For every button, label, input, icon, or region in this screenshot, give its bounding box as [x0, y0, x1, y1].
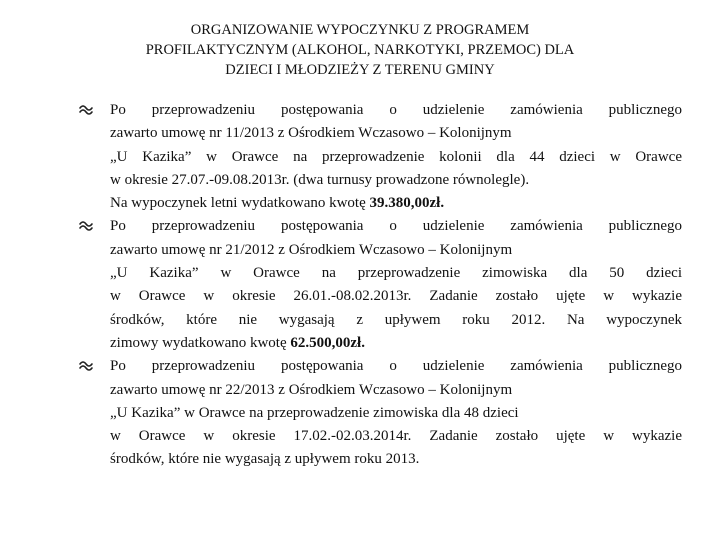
bullet-text-line: Po przeprowadzeniu postępowania o udzielenie zamówienia publicznego: [110, 358, 682, 375]
bullet-text-line: „U Kazika” w Orawce na przeprowadzenie zimowiska dla 50 dzieci: [110, 265, 682, 282]
bullet-text-line: środków, które nie wygasają z upływem roku 2012. Na wypoczynek: [110, 311, 682, 328]
title-line: PROFILAKTYCZNYM (ALKOHOL, NARKOTYKI, PRZEMOC) DLA: [145, 42, 575, 58]
wavy-bullet-icon: [78, 102, 94, 118]
bullet-item: [78, 99, 682, 215]
bullet-item: [78, 355, 682, 471]
bullet-text-line: środków, które nie wygasają z upływem roku 2013.: [110, 451, 420, 468]
bullet-list: [78, 99, 682, 472]
bullet-text-line: w okresie 27.07.-09.08.2013r. (dwa turnusy prowadzone równolegle).: [110, 171, 530, 188]
wavy-bullet-icon: [78, 218, 94, 234]
bullet-text-line: zawarto umowę nr 11/2013 z Ośrodkiem Wczasowo – Kolonijnym: [110, 125, 512, 142]
bullet-text: zimowy wydatkowano kwotę: [110, 334, 291, 351]
wavy-bullet-icon: [78, 358, 94, 374]
bullet-text: Na wypoczynek letni wydatkowano kwotę: [110, 195, 370, 212]
bullet-text-line: „U Kazika” w Orawce na przeprowadzenie kolonii dla 44 dzieci w Orawce: [110, 148, 682, 165]
bullet-text-line: zawarto umowę nr 21/2012 z Ośrodkiem Wczasowo – Kolonijnym: [110, 241, 513, 258]
bullet-text-line: w Orawce w okresie 17.02.-02.03.2014r. Zadanie zostało ujęte w wykazie: [110, 428, 682, 445]
bullet-text-line: zawarto umowę nr 22/2013 z Ośrodkiem Wczasowo – Kolonijnym: [110, 381, 513, 398]
bullet-text-line: Po przeprowadzeniu postępowania o udzielenie zamówienia publicznego: [110, 102, 682, 118]
title-line: ORGANIZOWANIE WYPOCZYNKU Z PROGRAMEM: [190, 22, 530, 38]
bullet-item: [78, 215, 682, 355]
bullet-text-line-final: [110, 192, 682, 215]
bullet-text-line-final: [110, 332, 682, 355]
slide-title: [60, 20, 660, 80]
amount-value: 39.380,00zł.: [369, 195, 445, 212]
title-line: DZIECI I MŁODZIEŻY Z TERENU GMINY: [225, 62, 495, 78]
bullet-text-line: w Orawce w okresie 26.01.-08.02.2013r. Zadanie zostało ujęte w wykazie: [110, 288, 682, 305]
bullet-text-line: „U Kazika” w Orawce na przeprowadzenie zimowiska dla 48 dzieci: [110, 404, 519, 421]
bullet-text-line: Po przeprowadzeniu postępowania o udzielenie zamówienia publicznego: [110, 218, 682, 235]
amount-value: 62.500,00zł.: [290, 334, 365, 351]
